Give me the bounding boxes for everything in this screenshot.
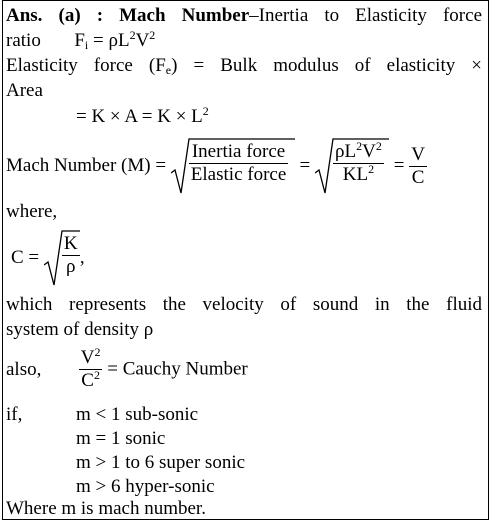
inertia-elastic-fraction: Inertia force Elastic force: [190, 141, 287, 185]
also-word: also,: [6, 358, 42, 380]
cauchy-equation: [6, 347, 248, 392]
topic-title: Mach Number: [119, 5, 250, 26]
cauchy-label: = Cauchy Number: [107, 358, 248, 380]
inertia-force-line: [6, 30, 155, 52]
final-note: Where m is mach number.: [6, 498, 206, 519]
v-over-c-fraction: $\frac{V}{C}$: [411, 143, 425, 188]
sound-description-line1: which represents the velocity of sound in the fluid: [6, 294, 482, 315]
condition-item: m < 1 sub-sonic: [76, 404, 199, 425]
answer-heading: [6, 5, 482, 27]
radical-3: [44, 229, 80, 287]
radical-2: [315, 137, 389, 195]
if-word: if,: [6, 404, 23, 425]
condition-item: m > 1 to 6 super sonic: [76, 452, 246, 473]
where-word: where,: [6, 201, 58, 222]
k-over-rho-fraction: $\frac{K}{\rho}$: [63, 233, 78, 277]
heading-rest: –Inertia to Elasticity force: [249, 5, 483, 26]
area-equation: = $K \times A = K \times L^2$: [76, 104, 209, 127]
condition-item: m > 6 hyper-sonic: [76, 476, 215, 497]
sound-speed-equation: C = $\frac{K}{\rho}$ ,: [11, 229, 85, 287]
sound-description-line2: system of density ρ: [6, 319, 154, 340]
condition-item: m = 1 sonic: [76, 428, 166, 449]
area-word: Area: [6, 80, 43, 101]
radical-1: [171, 137, 295, 195]
elasticity-force-line: Elasticity force $(F_e)$ = Bulk modulus of elasticity ×: [6, 55, 482, 77]
mach-number-equation: Mach Number (M) = Inertia force Elastic force = $\frac{\rho L^2V^2}{KL^2}$ = $\frac{V}{C}$: [6, 137, 427, 195]
ratio-word: ratio: [6, 30, 41, 51]
rho-l-v-fraction: $\frac{\rho L^2V^2}{KL^2}$: [335, 139, 382, 185]
v2-over-c2-fraction: $\frac{V^2}{C^2}$: [80, 345, 101, 391]
answer-box: [2, 0, 489, 520]
answer-label: Ans. (a) :: [6, 5, 104, 26]
mach-label: Mach Number (M) =: [6, 155, 167, 176]
inertia-force-eq: $F_i = \rho L^2V^2$: [74, 28, 156, 52]
